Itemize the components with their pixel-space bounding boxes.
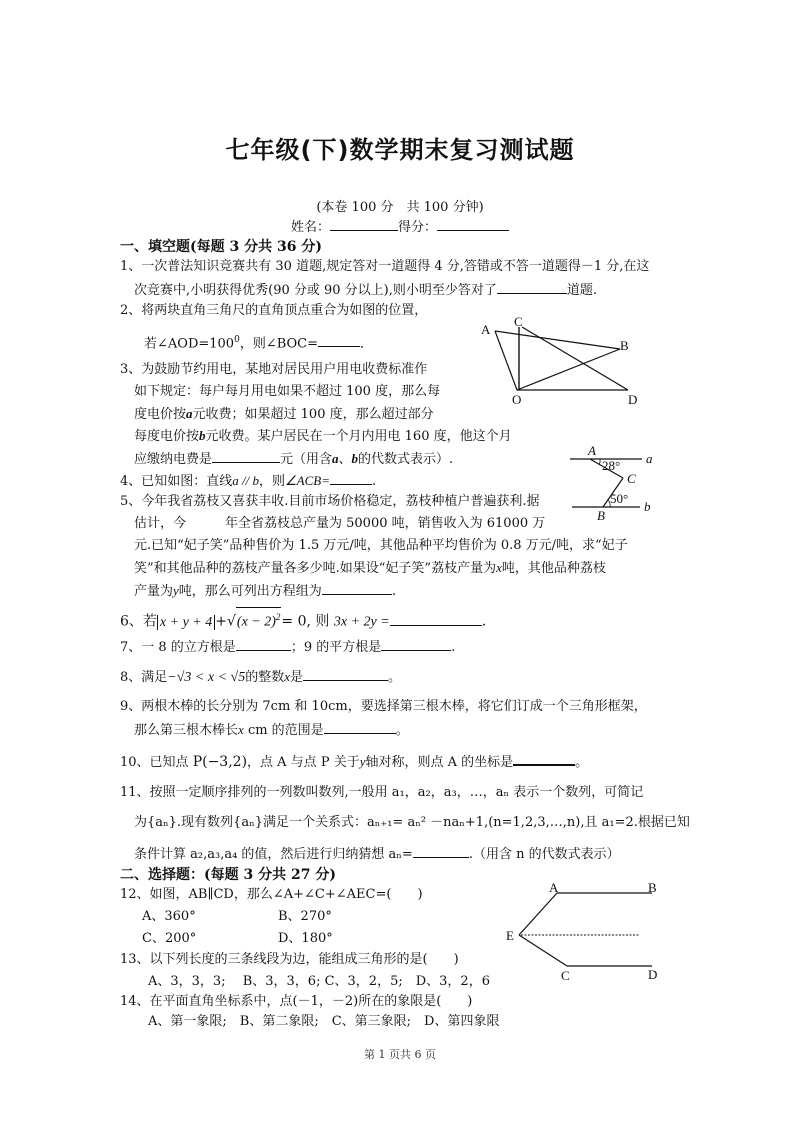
q5-text-end: . — [391, 584, 396, 599]
q12-option-d[interactable]: D、180° — [278, 931, 333, 946]
q3-text-3: 每度电价按 — [134, 429, 200, 444]
q7-text-end: . — [451, 640, 456, 655]
question-3-line-1: 3、为鼓励节约用电，某地对居民用户用电收费标准作 — [120, 362, 428, 377]
q6-expression: 3x + 2y = — [333, 614, 390, 630]
q6-sqrt-sign: √ — [226, 613, 236, 630]
q5-text: 笑”和其他品种的荔枝产量各多少吨.如果设“妃子笑”荔枝产量为 — [134, 561, 497, 576]
q4-text-end: . — [372, 474, 377, 489]
q6-radicand — [236, 607, 282, 632]
segment-ec — [519, 935, 567, 966]
q7-answer-blank-1[interactable] — [236, 637, 291, 651]
q8-text-end: 。 — [388, 670, 402, 685]
question-5-line-4 — [134, 559, 606, 578]
label-a: A — [549, 880, 559, 895]
q4-answer-blank[interactable] — [330, 471, 372, 485]
q13-options[interactable]: A、3，3，3; B、3，3，6; C、3，2，5; D、3，2，6 — [148, 974, 490, 989]
q1-text-end: 道题. — [566, 283, 598, 298]
q2-answer-blank[interactable] — [318, 333, 360, 347]
question-7 — [120, 637, 455, 657]
q8-answer-blank[interactable] — [303, 667, 388, 681]
question-12-stem: 12、如图，AB∥CD，那么∠A+∠C+∠AEC=( ) — [120, 887, 423, 902]
section-choice-heading: 二、选择题：(每题 3 分共 27 分) — [120, 867, 336, 883]
q10-text: 10、已知点 — [120, 755, 189, 770]
question-5-line-1: 5、今年我省荔枝又喜获丰收.目前市场价格稳定，荔枝种植户普遍获利.据 — [120, 494, 540, 509]
q12-option-c[interactable]: C、200° — [142, 931, 197, 946]
q10-point-p: P(−3,2) — [192, 754, 248, 770]
q2-text: 若∠AOD=100 — [144, 336, 235, 352]
q8-var-x: x — [284, 669, 291, 684]
q9-text-2: cm 的范围是 — [247, 723, 324, 738]
score-blank[interactable] — [437, 217, 509, 231]
q1-text: 次竞赛中,小明获得优秀(90 分或 90 分以上),则小明至少答对了 — [134, 283, 497, 298]
q3-text: 度电价按 — [134, 407, 187, 422]
q14-options[interactable]: A、第一象限; B、第二象限; C、第三象限; D、第四象限 — [148, 1014, 500, 1029]
label-b: B — [648, 880, 657, 895]
q6-answer-blank[interactable] — [390, 612, 482, 626]
label-o: O — [512, 392, 522, 407]
name-blank[interactable] — [330, 217, 398, 231]
segment-ae — [519, 893, 557, 935]
q2-text-2: ，则∠BOC= — [239, 336, 318, 352]
figure-parallel-lines — [560, 440, 680, 525]
label-point-c: C — [627, 471, 636, 486]
figure-ab-parallel-cd — [490, 870, 680, 990]
q3-var-b-2: b — [351, 451, 359, 466]
name-label: 姓名： — [290, 220, 330, 235]
name-score-row — [0, 216, 800, 235]
q3-text-2: 元收费；如果超过 100 度，那么超过部分 — [192, 407, 434, 422]
label-angle-28: 28° — [602, 458, 621, 473]
q6-text-end: . — [481, 613, 487, 630]
q3-text-end: 的代数式表示）. — [358, 452, 454, 467]
q3-var-b: b — [199, 428, 206, 443]
q6-text: 6、若 — [120, 613, 157, 630]
q3-var-a-2: a — [332, 451, 339, 466]
label-e: E — [506, 928, 514, 943]
question-3-line-4 — [134, 427, 512, 446]
q6-absolute-value: x + y + 4 — [157, 615, 215, 630]
q5-text-2: 吨，其他品种荔枝 — [501, 561, 606, 576]
label-c: C — [514, 314, 523, 329]
q12-option-a[interactable]: A、360° — [142, 909, 196, 924]
question-1-line-1: 1、一次普法知识竞赛共有 30 道题,规定答对一道题得 4 分,答错或不答一道题得－1 分,在这 — [120, 259, 650, 274]
q6-plus: + — [215, 613, 227, 630]
segment-ab — [495, 331, 620, 349]
q6-exponent: 2 — [275, 612, 281, 622]
question-9-line-1: 9、两根木棒的长分别为 7cm 和 10cm，要选择第三根木棒，将它们订成一个三角形框架， — [120, 699, 647, 714]
question-3-line-3 — [134, 405, 434, 424]
label-a: A — [481, 322, 491, 337]
question-3-line-5 — [134, 449, 453, 469]
q9-var-x: x — [238, 722, 244, 737]
q7-text: 7、一 8 的立方根是 — [120, 640, 236, 655]
question-6 — [120, 607, 486, 632]
question-13-stem: 13、以下列长度的三条线段为边，能组成三角形的是( ) — [120, 952, 459, 967]
question-4 — [120, 471, 376, 491]
figure-triangles-aod — [470, 310, 670, 410]
label-line-a: a — [646, 451, 653, 466]
page-footer: 第 1 页共 6 页 — [364, 1048, 436, 1061]
q6-text-2: = 0, 则 — [281, 613, 330, 630]
q9-text: 那么第三根木棒长 — [134, 723, 239, 738]
question-2-line-2 — [144, 331, 373, 353]
q3-answer-blank[interactable] — [212, 449, 280, 463]
q10-text-end: 。 — [575, 755, 589, 770]
label-c: C — [561, 968, 570, 983]
q6-radicand-text: (x − 2) — [236, 614, 276, 630]
q10-text-2: ，点 A 与点 P 关于 — [247, 755, 360, 770]
exam-info: (本卷 100 分 共 100 分钟) — [316, 200, 484, 215]
q2-degree-sup: 0 — [234, 335, 240, 345]
question-5-line-3: 元.已知“妃子笑”品种售价为 1.5 万元/吨，其他品种平均售价为 0.8 万元/吨，求“妃子 — [134, 538, 628, 553]
question-5-line-5 — [134, 581, 396, 601]
label-d: D — [628, 392, 638, 407]
label-b: B — [620, 338, 629, 353]
question-14-stem: 14、在平面直角坐标系中，点(－1，－2)所在的象限是( ) — [120, 994, 473, 1009]
q3-text-5: 应缴纳电费是 — [134, 452, 213, 467]
q10-answer-blank[interactable] — [513, 751, 575, 766]
q5-text-4: 吨，那么可列出方程组为 — [178, 584, 322, 599]
question-10 — [120, 751, 588, 772]
q3-var-a: a — [186, 406, 193, 421]
label-d: D — [648, 967, 658, 982]
q2-text-end: ． — [360, 336, 374, 352]
question-11-line-1: 11、按照一定顺序排列的一列数叫数列,一般用 a₁，a₂，a₃，…，aₙ 表示一个数列，可简记 — [120, 785, 644, 800]
q8-text-3: 是 — [290, 670, 304, 685]
q4-text: 4、已知如图：直线 — [120, 474, 233, 489]
page-title: 七年级(下)数学期末复习测试题 — [225, 136, 575, 164]
question-9-line-2 — [134, 720, 409, 740]
q8-text: 8、满足 — [120, 670, 168, 685]
q9-text-end: 。 — [395, 723, 409, 738]
q4-angle: ∠ACB= — [285, 473, 331, 488]
score-label: 得分： — [398, 220, 438, 235]
question-11-line-2: 为{aₙ}.现有数列{aₙ}满足一个关系式：aₙ₊₁= aₙ² －naₙ+1,(n=1,2,3,…,n),且 a₁=2.根据已知 — [134, 815, 690, 830]
q7-answer-blank-2[interactable] — [381, 637, 451, 651]
q1-answer-blank[interactable] — [497, 280, 567, 294]
segment-ao — [495, 331, 517, 390]
label-point-b: B — [597, 508, 605, 523]
label-line-b: b — [644, 499, 651, 514]
question-1-line-2 — [134, 280, 597, 300]
question-3-line-2: 如下规定：每户每月用电如果不超过 100 度，那么每 — [134, 384, 441, 399]
q5-var-y: y — [173, 583, 179, 598]
q5-var-x: x — [496, 560, 502, 575]
q8-inequality: −√3 < x < √5 — [167, 670, 246, 685]
q10-text-3: 轴对称，则点 A 的坐标是 — [365, 755, 514, 770]
question-2-line-1: 2、将两块直角三角尺的直角顶点重合为如图的位置， — [120, 303, 428, 318]
q5-text-3: 产量为 — [134, 584, 174, 599]
question-8 — [120, 667, 401, 687]
label-angle-50: 50° — [610, 491, 629, 506]
q11-answer-blank[interactable] — [413, 844, 469, 858]
q4-parallel: a // b — [232, 473, 260, 488]
q11-text: 条件计算 a₂,a₃,a₄ 的值，然后进行归纳猜想 aₙ= — [134, 847, 413, 862]
q8-text-2: 的整数 — [245, 670, 285, 685]
question-5-line-2: 估计，今 年全省荔枝总产量为 50000 吨，销售收入为 61000 万 — [134, 516, 546, 531]
q11-text-end: .（用含 n 的代数式表示） — [468, 847, 620, 862]
section-fill-in-heading: 一、填空题(每题 3 分共 36 分) — [120, 239, 322, 255]
q3-sep: 、 — [338, 452, 352, 467]
q10-var-y: y — [359, 754, 366, 769]
q9-answer-blank[interactable] — [324, 720, 396, 734]
q3-text-4: 元收费。某户居民在一个月内用电 160 度，他这个月 — [205, 429, 512, 444]
question-11-line-3 — [134, 844, 620, 864]
label-point-a: A — [588, 443, 596, 458]
q5-answer-blank[interactable] — [322, 581, 392, 595]
q4-text-2: ，则 — [259, 474, 286, 489]
q7-text-2: ；9 的平方根是 — [290, 640, 382, 655]
q3-text-6: 元（用含 — [280, 452, 333, 467]
segment-cd — [522, 327, 628, 390]
q12-option-b[interactable]: B、270° — [278, 909, 332, 924]
